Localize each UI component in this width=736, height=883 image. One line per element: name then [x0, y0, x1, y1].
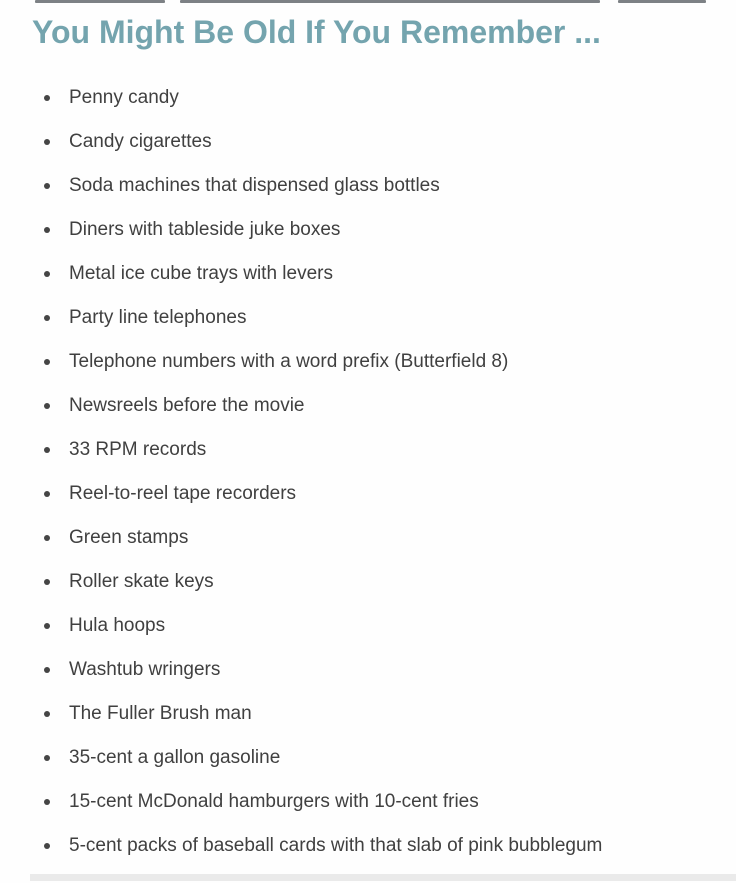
list-item-text: Metal ice cube trays with levers: [69, 263, 333, 284]
cropped-artifact-top: [35, 0, 165, 3]
old-things-list: [0, 88, 736, 855]
bullet-icon: [44, 359, 50, 365]
list-item: [44, 440, 716, 459]
list-item: [44, 660, 716, 679]
bullet-icon: [44, 183, 50, 189]
list-item-text: Newsreels before the movie: [69, 395, 305, 416]
list-item-text: Green stamps: [69, 527, 189, 548]
list-item-text: Party line telephones: [69, 307, 247, 328]
bullet-icon: [44, 139, 50, 145]
list-item: [44, 836, 716, 855]
cropped-artifact-top: [618, 0, 706, 3]
bullet-icon: [44, 579, 50, 585]
list-item-text: Penny candy: [69, 87, 179, 108]
list-item-text: Washtub wringers: [69, 659, 221, 680]
bullet-icon: [44, 799, 50, 805]
list-item-text: 5-cent packs of baseball cards with that slab of pink bubblegum: [69, 835, 603, 856]
bullet-icon: [44, 271, 50, 277]
page-title: You Might Be Old If You Remember ...: [32, 14, 601, 50]
list-item: [44, 264, 716, 283]
list-item-text: Diners with tableside juke boxes: [69, 219, 341, 240]
bullet-icon: [44, 95, 50, 101]
list-item: [44, 748, 716, 767]
bullet-icon: [44, 843, 50, 849]
list-item: [44, 132, 716, 151]
list-item: [44, 220, 716, 239]
list-item-text: 35-cent a gallon gasoline: [69, 747, 281, 768]
list-item: [44, 528, 716, 547]
list-item: [44, 308, 716, 327]
list-item-text: Reel-to-reel tape recorders: [69, 483, 297, 504]
list-item-text: 33 RPM records: [69, 439, 207, 460]
bullet-icon: [44, 755, 50, 761]
list-item: [44, 484, 716, 503]
list-item: [44, 88, 716, 107]
list-item-text: Candy cigarettes: [69, 131, 212, 152]
bullet-icon: [44, 623, 50, 629]
list-item-text: Soda machines that dispensed glass bottles: [69, 175, 440, 196]
bullet-icon: [44, 315, 50, 321]
bullet-icon: [44, 491, 50, 497]
list-item-text: Hula hoops: [69, 615, 166, 636]
bullet-icon: [44, 667, 50, 673]
bullet-icon: [44, 227, 50, 233]
bullet-icon: [44, 711, 50, 717]
bottom-divider: [30, 874, 736, 881]
list-item: [44, 704, 716, 723]
list-item: [44, 396, 716, 415]
list-item: [44, 616, 716, 635]
list-item: [44, 176, 716, 195]
list-item-text: 15-cent McDonald hamburgers with 10-cent fries: [69, 791, 479, 812]
bullet-icon: [44, 447, 50, 453]
list-item: [44, 792, 716, 811]
cropped-artifact-top: [180, 0, 600, 3]
list-item: [44, 352, 716, 371]
list-item-text: The Fuller Brush man: [69, 703, 252, 724]
bullet-icon: [44, 403, 50, 409]
list-item: [44, 572, 716, 591]
list-item-text: Roller skate keys: [69, 571, 214, 592]
bullet-icon: [44, 535, 50, 541]
list-item-text: Telephone numbers with a word prefix (Butterfield 8): [69, 351, 509, 372]
